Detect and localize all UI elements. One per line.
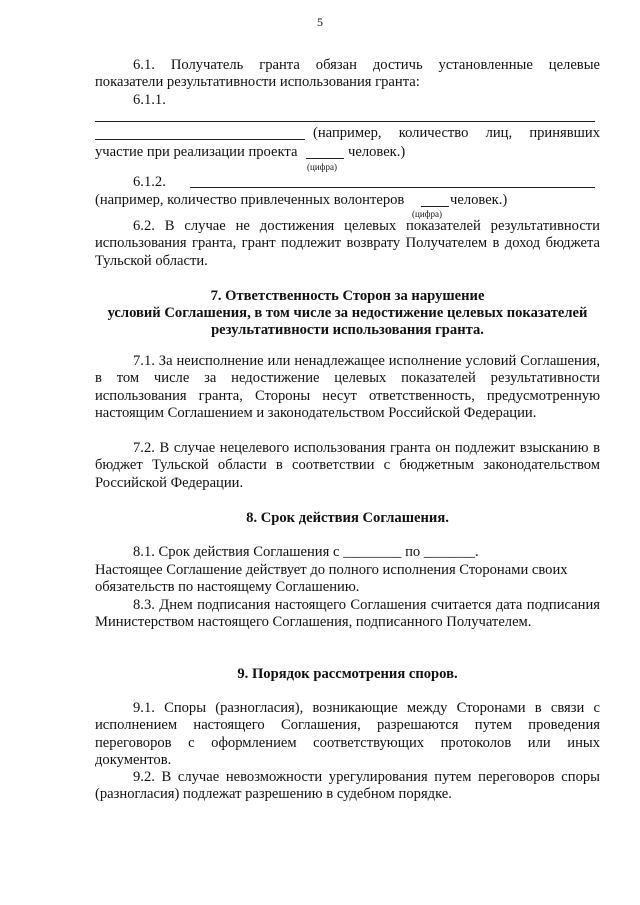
para-9-1: 9.1. Споры (разногласия), возникающие между Сторонами в связи с исполнением настоящего Соглашения, разрешаются путем проведения переговоров с оформлением соответствующих протоколов или иных документов. bbox=[95, 700, 600, 769]
hint-digit-1: (цифра) bbox=[307, 162, 337, 172]
para-7-1: 7.1. За неисполнение или ненадлежащее исполнение условий Соглашения, в том числе за недостижение целевых показателей результативности использования гранта, Стороны несут ответственность, предусмотренную настоящим Соглашением и законодательством Российской Федерации. bbox=[95, 353, 600, 422]
blank-line-6-1-1b bbox=[95, 139, 305, 140]
para-8-1b: Настоящее Соглашение действует до полного исполнения Сторонами своих обязательств по настоящему Соглашению. bbox=[95, 562, 568, 596]
para-6-2: 6.2. В случае не достижения целевых показателей результативности использования гранта, грант подлежит возврату Получателем в доход бюджета Тульской области. bbox=[95, 218, 600, 269]
para-8-3: 8.3. Днем подписания настоящего Соглашения считается дата подписания Министерством настоящего Соглашения, подписанного Получателем. bbox=[95, 597, 600, 631]
example-1-line1: (например, количество лиц, принявших bbox=[313, 125, 600, 141]
para-8-1: 8.1. Срок действия Соглашения с ________ по _______. bbox=[133, 544, 479, 560]
example-1-line2a: участие при реализации проекта bbox=[95, 144, 298, 160]
para-6-1-line2: показатели результативности использования гранта: bbox=[95, 74, 420, 90]
example-2-b: человек.) bbox=[450, 192, 508, 208]
page-number: 5 bbox=[317, 15, 323, 29]
heading-7-line1: 7. Ответственность Сторон за нарушение bbox=[210, 288, 485, 304]
blank-count-1 bbox=[306, 158, 344, 159]
heading-9: 9. Порядок рассмотрения споров. bbox=[237, 666, 458, 682]
heading-7-line2: условий Соглашения, в том числе за недостижение целевых показателей bbox=[107, 305, 588, 321]
hint-digit-2: (цифра) bbox=[412, 209, 442, 219]
heading-8: 8. Срок действия Соглашения. bbox=[246, 510, 449, 526]
para-7-2: 7.2. В случае нецелевого использования гранта он подлежит взысканию в бюджет Тульской области в соответствии с бюджетным законодательством Российской Федерации. bbox=[95, 440, 600, 491]
heading-7-line3: результативности использования гранта. bbox=[211, 322, 484, 338]
item-6-1-1: 6.1.1. bbox=[133, 92, 166, 108]
para-9-2: 9.2. В случае невозможности урегулирования путем переговоров споры (разногласия) подлежат разрешению в судебном порядке. bbox=[95, 769, 600, 803]
blank-line-6-1-2 bbox=[190, 187, 595, 188]
para-6-1-line1: 6.1. Получатель гранта обязан достичь установленные целевые bbox=[133, 57, 600, 73]
blank-count-2 bbox=[421, 206, 449, 207]
example-2-a: (например, количество привлеченных волонтеров bbox=[95, 192, 405, 208]
example-1-line2b: человек.) bbox=[348, 144, 406, 160]
item-6-1-2: 6.1.2. bbox=[133, 174, 166, 190]
blank-line-6-1-1a bbox=[95, 121, 595, 122]
